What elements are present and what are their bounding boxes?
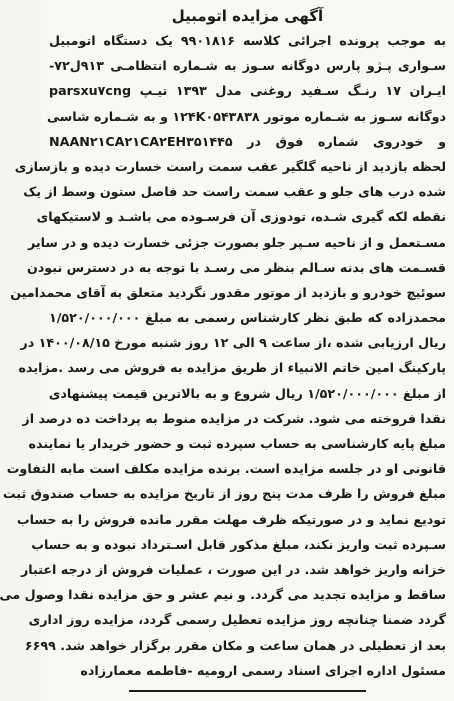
notice-signature: مسئول اداره اجرای اسناد رسمی ارومیه -فاطمه معمارزاده [80, 662, 446, 678]
bottom-divider [129, 690, 366, 692]
notice-line: به موجب پرونده اجرائی کلاسه ۹۹۰۱۸۱۶ یک دستگاه اتومبیل [49, 33, 446, 48]
notice-line: لحظه بازدید از ناحیه گلگیر عقب سمت راست خسارت دیده و بازسازی [14, 158, 446, 174]
notice-line: سـواری پـژو پارس دوگانه سـوز به شـماره انتظامـی ۹۱۳ل۷۲- [49, 58, 446, 74]
notice-line: نقدا فروخته می شود. شرکت در مزایده منوط به پرداخت ده درصد از [22, 410, 446, 426]
notice-line: خزانه واریز خواهد شد. در این صورت ، عملیات فروش از درجه اعتبار [20, 561, 446, 577]
notice-line: بعد از تعطیلی در همان ساعت و مکان مقرر برگزار خواهد شد. ۶۶۹۹ [24, 637, 446, 653]
notice-line: شده درب های جلو و عقب سمت راست حد فاصل ستون وسط از یک [23, 184, 446, 200]
notice-line: ایـران ۱۷ رنـگ سـفید روغنی مدل ۱۳۹۳ تیـپ parsxu۷cng [49, 83, 447, 99]
notice-line: قسـمت های بدنه سـالم بنظر می رسـد با توجه به در دسترس نبودن [26, 259, 446, 275]
notice-title: آگهی مزایده اتومبیل [171, 7, 324, 25]
notice-line: پارکینگ امین خاتم الانبیاء از طریق مزایده به فروش می رسد .مزایده [18, 360, 446, 376]
notice-line: محمدزاده که طبق نظر کارشناس رسمی به مبلغ ۱/۵۲۰/۰۰۰/۰۰۰ [49, 310, 446, 326]
notice-line: تودیع نماید و در صورتیکه ظرف مهلت مقرر مانده فروش را به حساب [16, 511, 446, 527]
notice-line: از مبلغ ۱/۵۲۰/۰۰۰/۰۰۰ ریال شروع و به بالاترین قیمت پیشنهادی [48, 385, 446, 401]
notice-line: قانونی او در جلسه مزایده است. برنده مزایده مکلف است مابه التفاوت [6, 461, 446, 477]
notice-body [0, 28, 447, 683]
notice-line: ساقط و مزایده تجدید می گردد. و نیم عشر و حق مزایده نقدا وصول می [0, 587, 446, 603]
notice-line: مبلغ پایه کارشناسی به حساب سپرده ثبت و حضور خریدار یا نماینده [28, 436, 446, 451]
notice-line: دوگانه سـوز به شـماره موتور ۱۲۴K۰۵۴۳۸۳۸ و به شـماره شاسی [46, 108, 446, 124]
notice-line: سـپرده ثبت واریز نکند، مبلغ مذکور قابل اسـترداد نبوده و به حساب [31, 536, 446, 552]
notice-line: سوئیچ خودرو و بازدید از موتور مقدور نگردید متعلق به آقای محمدامین [10, 284, 446, 300]
notice-line: نقطه لکه گیری شـده، تودوزی آن فرسـوده می باشـد و لاستیکهای [36, 209, 446, 225]
notice-line: NAAN۲۱CA۲۱CA۲EH۳۵۱۴۴۵ و خودروی شماره فوق در [49, 133, 446, 149]
notice-line: ریال ارزیابی شده ،از ساعت ۹ الی ۱۲ روز شنبه مورخ ۱۴۰۰/۰۸/۱۵ در [20, 335, 446, 351]
notice-line: گردد ضمنا چنانچه روز مزایده تعطیل رسمی گردد، مزایده روز اداری [28, 612, 446, 628]
notice-line: مسـتعمل و از ناحیه سـپر جلو بصورت جزئی خسارت دیده و در سایر [28, 234, 446, 250]
notice-line: مبلغ فروش را ظرف مدت پنج روز از تاریخ مزایده به حساب صندوق ثبت [2, 486, 446, 502]
